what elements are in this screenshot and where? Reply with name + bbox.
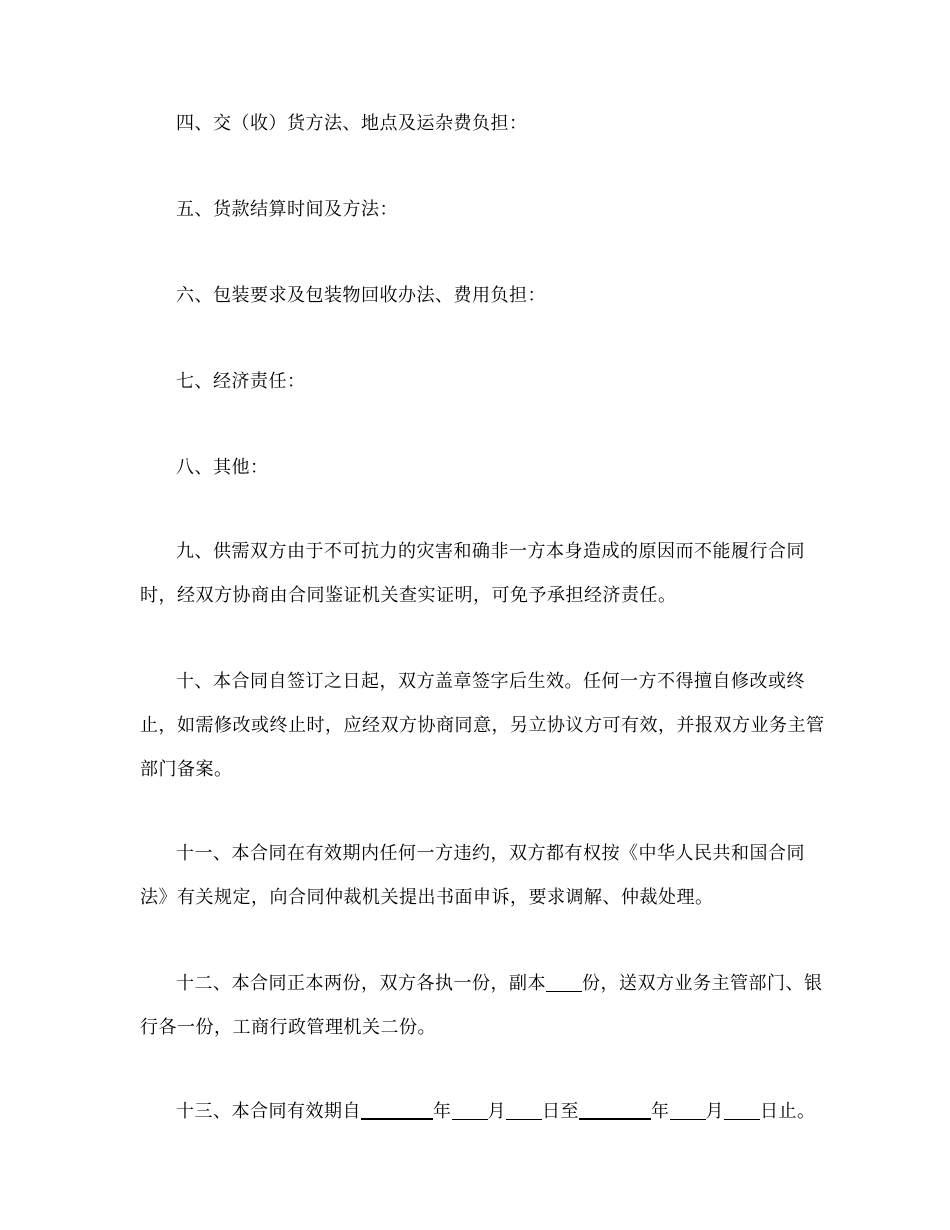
clause-12-text-1: 十二、本合同正本两份，双方各执一份，副本 xyxy=(176,973,546,994)
end-month-blank[interactable] xyxy=(670,1101,706,1120)
day-end-label: 日止。 xyxy=(760,1101,816,1122)
clause-10: 十、本合同自签订之日起，双方盖章签字后生效。任何一方不得擅自修改或终止，如需修改或终止时，应经双方协商同意，另立协议方可有效，并报双方业务主管部门备案。 xyxy=(140,671,825,780)
year-label-1: 年 xyxy=(433,1101,452,1122)
start-year-blank[interactable] xyxy=(361,1100,433,1120)
clause-8: 八、其他： xyxy=(176,457,269,478)
month-label-1: 月 xyxy=(487,1101,506,1122)
end-day-blank[interactable] xyxy=(724,1101,760,1120)
clause-4: 四、交（收）货方法、地点及运杂费负担： xyxy=(176,113,528,134)
start-day-blank[interactable] xyxy=(506,1101,542,1120)
clause-13-prefix: 十三、本合同有效期自 xyxy=(176,1101,361,1122)
clause-6: 六、包装要求及包装物回收办法、费用负担： xyxy=(176,285,546,306)
start-month-blank[interactable] xyxy=(452,1101,488,1120)
day-to-label: 日至 xyxy=(542,1101,579,1122)
clause-12 xyxy=(140,962,830,1050)
clause-11: 十一、本合同在有效期内任何一方违约，双方都有权按《中华人民共和国合同法》有关规定，向合同仲裁机关提出书面申诉，要求调解、仲裁处理。 xyxy=(140,843,805,908)
clause-7: 七、经济责任： xyxy=(176,371,306,392)
clause-13 xyxy=(140,1090,830,1134)
month-label-2: 月 xyxy=(705,1101,724,1122)
clause-9: 九、供需双方由于不可抗力的灾害和确非一方本身造成的原因而不能履行合同时，经双方协商由合同鉴证机关查实证明，可免予承担经济责任。 xyxy=(140,541,805,606)
copies-blank[interactable] xyxy=(546,973,582,992)
clause-5: 五、货款结算时间及方法： xyxy=(176,199,398,220)
end-year-blank[interactable] xyxy=(579,1100,651,1120)
year-label-2: 年 xyxy=(651,1101,670,1122)
clause-12-text-2: 份，送双方业务主管部门、银行各一份，工商行政管理机关二份。 xyxy=(140,973,823,1038)
